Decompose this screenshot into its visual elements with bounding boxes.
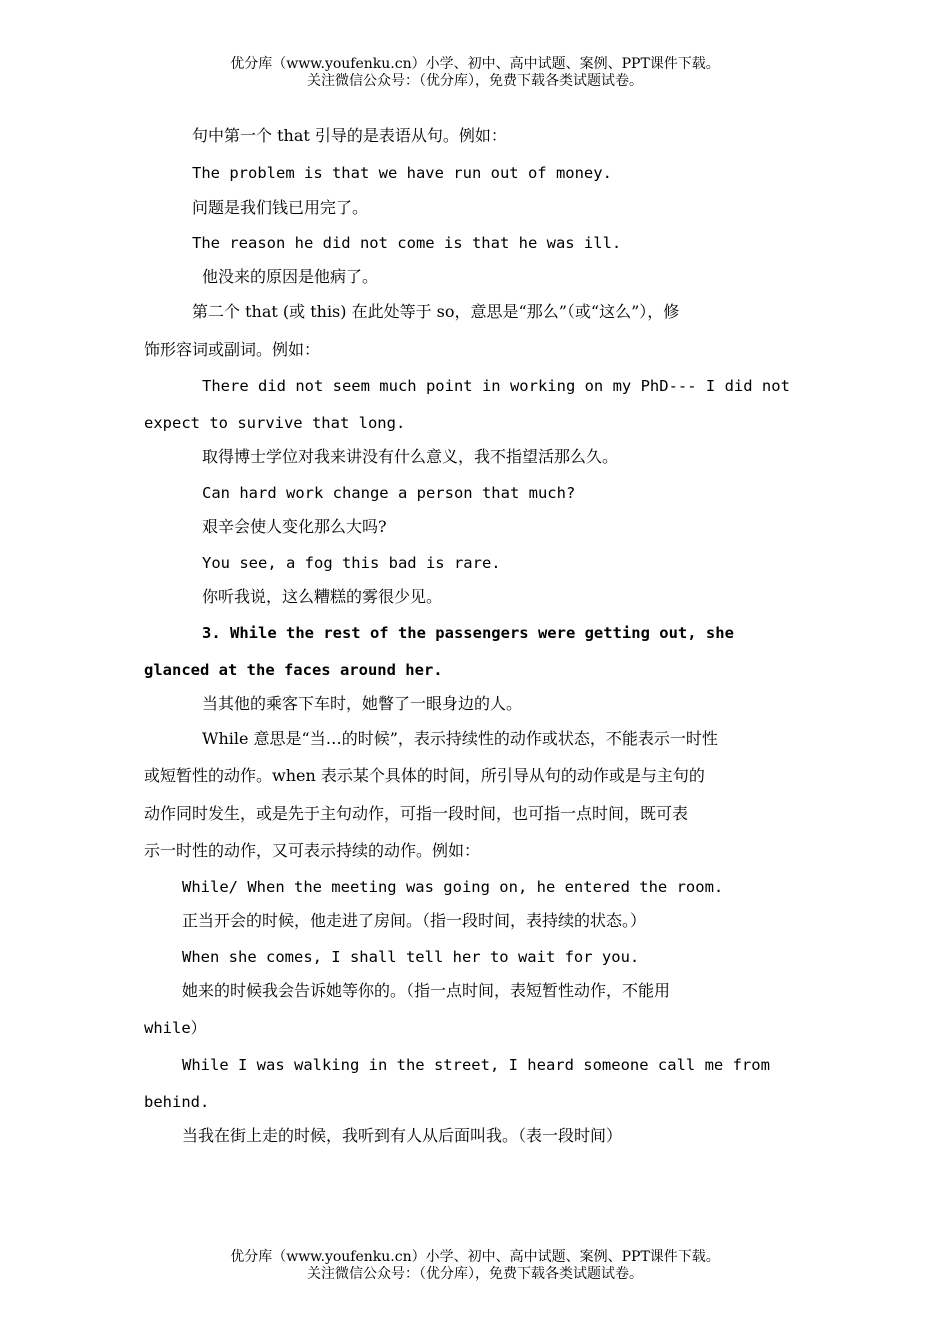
body-line: You see, a fog this bad is rare.	[202, 554, 501, 572]
body-line: 当我在街上走的时候，我听到有人从后面叫我。（表一段时间）	[182, 1126, 623, 1145]
body-line: expect to survive that long.	[144, 414, 406, 432]
body-line: 她来的时候我会告诉她等你的。（指一点时间，表短暂性动作，不能用	[182, 981, 671, 1000]
body-line: While 意思是“当…的时候”，表示持续性的动作或状态，不能表示一时性	[202, 729, 718, 748]
body-line: while）	[144, 1019, 207, 1037]
page-header	[0, 56, 950, 90]
body-line: 他没来的原因是他病了。	[202, 267, 379, 286]
body-line: 或短暂性的动作。when 表示某个具体的时间，所引导从句的动作或是与主句的	[144, 766, 705, 785]
body-line: 正当开会的时候，他走进了房间。（指一段时间，表持续的状态。）	[182, 911, 647, 930]
body-line: While/ When the meeting was going on, he entered the room.	[182, 878, 724, 896]
body-line: 饰形容词或副词。例如：	[144, 340, 321, 359]
body-line: While I was walking in the street, I heard someone call me from	[182, 1056, 770, 1074]
body-line: Can hard work change a person that much?	[202, 484, 576, 502]
body-line: When she comes, I shall tell her to wait for you.	[182, 948, 640, 966]
body-line: behind.	[144, 1093, 210, 1111]
header-line-1: 优分库（www.youfenku.cn）小学、初中、高中试题、案例、PPT课件下载。	[230, 56, 720, 72]
body-line: There did not seem much point in working on my PhD--- I did not	[202, 377, 790, 395]
body-line: 问题是我们钱已用完了。	[192, 198, 369, 217]
footer-line-1: 优分库（www.youfenku.cn）小学、初中、高中试题、案例、PPT课件下载。	[230, 1249, 720, 1265]
body-line: The problem is that we have run out of money.	[192, 164, 612, 182]
body-line: 你听我说，这么糟糕的雾很少见。	[202, 587, 443, 606]
body-line: 句中第一个 that 引导的是表语从句。例如：	[192, 126, 507, 145]
page-footer	[0, 1249, 950, 1283]
body-line: The reason he did not come is that he was ill.	[192, 234, 622, 252]
body-line: 第二个 that (或 this) 在此处等于 so，意思是“那么”（或“这么”），修	[192, 302, 680, 321]
body-line: 动作同时发生，或是先于主句动作，可指一段时间，也可指一点时间，既可表	[144, 804, 689, 823]
section-heading-line: glanced at the faces around her.	[144, 661, 443, 679]
body-line: 艰辛会使人变化那么大吗?	[202, 517, 387, 536]
body-line: 当其他的乘客下车时，她瞥了一眼身边的人。	[202, 694, 523, 713]
section-heading-line: 3. While the rest of the passengers were getting out, she	[202, 624, 734, 642]
body-line: 取得博士学位对我来讲没有什么意义，我不指望活那么久。	[202, 447, 619, 466]
body-line: 示一时性的动作，又可表示持续的动作。例如：	[144, 841, 481, 860]
footer-line-2: 关注微信公众号：（优分库），免费下载各类试题试卷。	[307, 1266, 643, 1282]
header-line-2: 关注微信公众号：（优分库），免费下载各类试题试卷。	[307, 73, 643, 89]
